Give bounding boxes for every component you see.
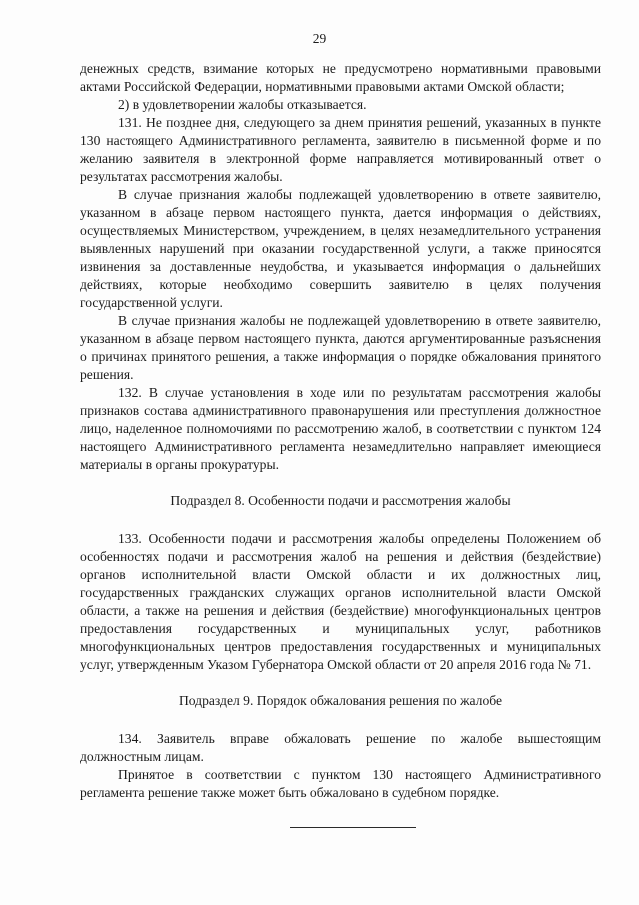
closing-rule bbox=[290, 827, 416, 828]
document-body bbox=[80, 60, 601, 802]
paragraph-131-rejected: В случае признания жалобы не подлежащей удовлетворению в ответе заявителю, указанном в абзаце первом настоящего пункта, даются аргументированные разъяснения о причинах принятого решения, а также информация о порядке обжалования принятого решения. bbox=[80, 313, 601, 382]
subsection-8-heading: Подраздел 8. Особенности подачи и рассмотрения жалобы bbox=[170, 493, 511, 508]
paragraph-132: 132. В случае установления в ходе или по результатам рассмотрения жалобы признаков состава административного правонарушения или преступления должностное лицо, наделенное полномочиями по рассмотрению жалоб, в соответствии с пунктом 124 настоящего Административного регламента незамедлительно направляет имеющиеся материалы в органы прокуратуры. bbox=[80, 385, 601, 472]
paragraph-133: 133. Особенности подачи и рассмотрения жалобы определены Положением об особенностях подачи и рассмотрения жалоб на решения и действия (бездействие) органов исполнительной власти Омской области и их должностных лиц, государственных гражданских служащих органов исполнительной власти Омской области, а также на решения и действия (бездействие) многофункциональных центров предоставления государственных и муниципальных услуг, работников многофункциональных центров предоставления государственных и муниципальных услуг, утвержденным Указом Губернатора Омской области от 20 апреля 2016 года № 71. bbox=[80, 531, 601, 672]
subsection-9-heading: Подраздел 9. Порядок обжалования решения по жалобе bbox=[178, 693, 503, 708]
paragraph-item-2: 2) в удовлетворении жалобы отказывается. bbox=[118, 97, 367, 112]
paragraph-134: 134. Заявитель вправе обжаловать решение по жалобе вышестоящим должностным лицам. bbox=[80, 731, 601, 764]
paragraph-continuation: денежных средств, взимание которых не предусмотрено нормативными правовыми актами Российской Федерации, нормативными правовыми актами Омской области; bbox=[80, 61, 601, 94]
paragraph-131-satisfied: В случае признания жалобы подлежащей удовлетворению в ответе заявителю, указанном в абзаце первом настоящего пункта, дается информация о действиях, осуществляемых Министерством, учреждением, в целях незамедлительного устранения выявленных нарушений при оказании государственной услуги, а также приносятся извинения за доставленные неудобства, и указывается информация о дальнейших действиях, которые необходимо совершить заявителю в целях получения государственной услуги. bbox=[80, 187, 601, 310]
paragraph-134-court: Принятое в соответствии с пунктом 130 настоящего Административного регламента решение также может быть обжаловано в судебном порядке. bbox=[80, 767, 601, 800]
page-number: 29 bbox=[312, 31, 327, 46]
paragraph-131: 131. Не позднее дня, следующего за днем принятия решений, указанных в пункте 130 настоящего Административного регламента, заявителю в письменной форме и по желанию заявителя в электронной форме направляется мотивированный ответ о результатах рассмотрения жалобы. bbox=[80, 115, 601, 184]
